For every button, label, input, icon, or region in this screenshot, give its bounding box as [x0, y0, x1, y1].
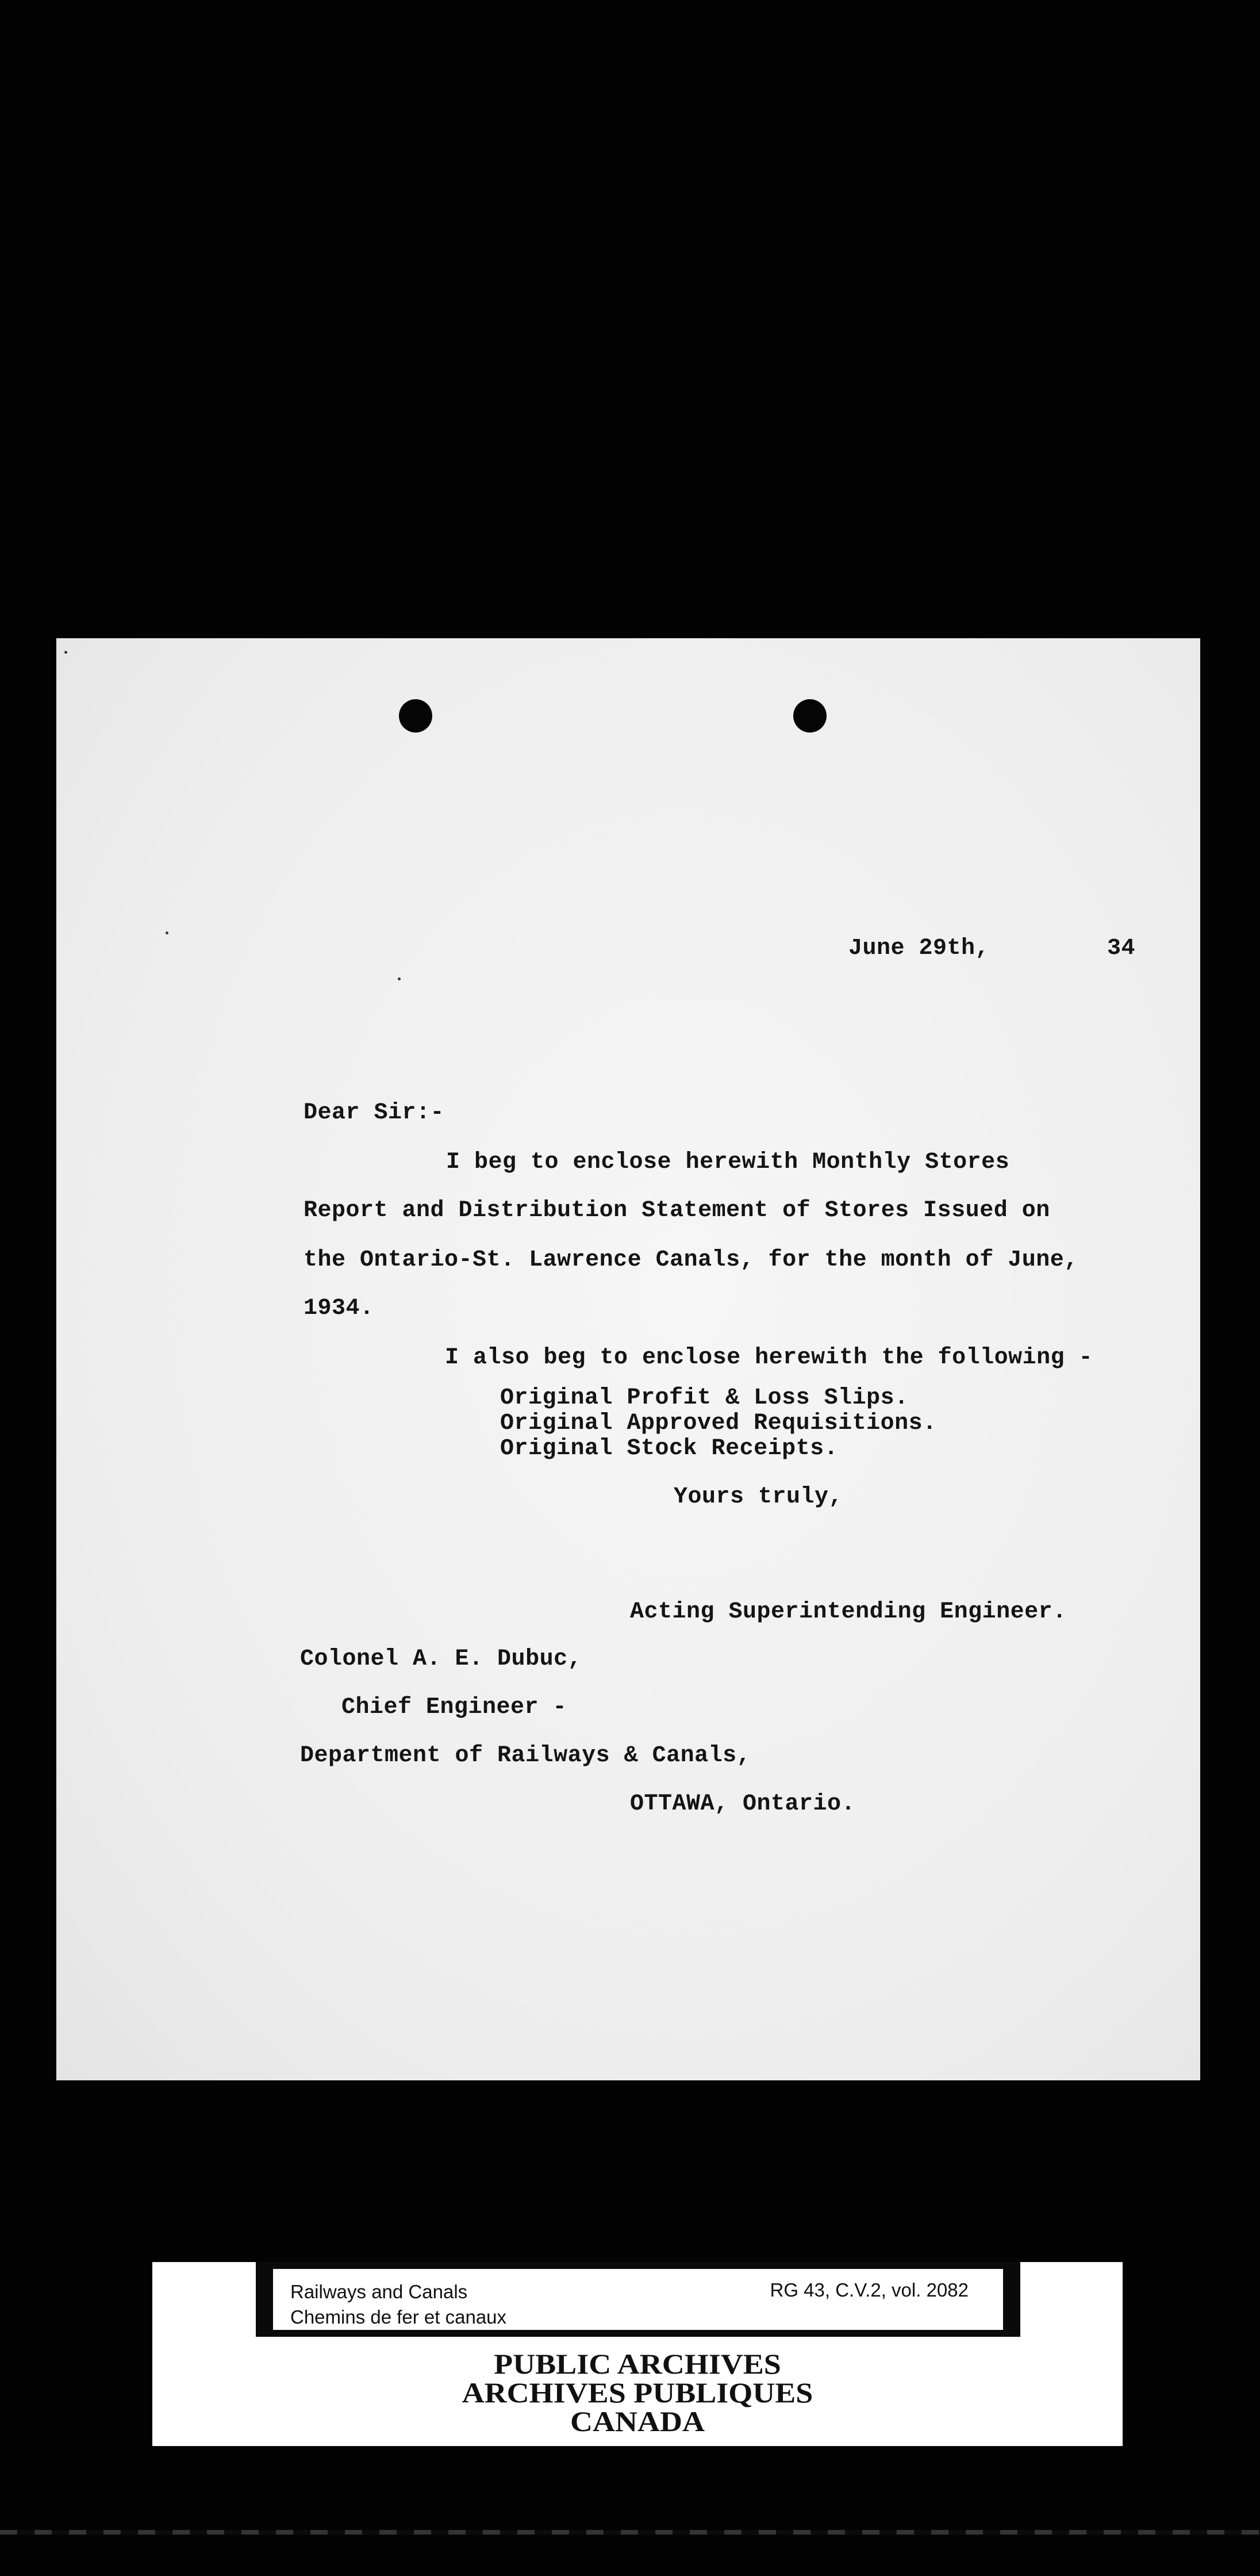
punch-hole-left [399, 699, 432, 733]
letter-page [56, 638, 1200, 2080]
recipient-title: Chief Engineer - [341, 1695, 567, 1720]
fonds-name-en: Railways and Canals [290, 2281, 468, 2302]
speck [398, 977, 401, 980]
closing: Yours truly, [674, 1484, 843, 1510]
speck [166, 931, 168, 934]
archive-reference: RG 43, C.V.2, vol. 2082 [770, 2279, 969, 2301]
recipient-department: Department of Railways & Canals, [300, 1743, 751, 1769]
paragraph1-line: Report and Distribution Statement of Stores Issued on [304, 1198, 1050, 1224]
enclosure-item: Original Approved Requisitions. [500, 1410, 937, 1436]
paragraph1-line: 1934. [304, 1295, 374, 1321]
paragraph1-line: the Ontario-St. Lawrence Canals, for the month of June, [304, 1247, 1078, 1273]
speck [64, 651, 67, 654]
enclosure-item: Original Stock Receipts. [500, 1436, 839, 1462]
enclosure-item: Original Profit & Loss Slips. [500, 1385, 909, 1411]
institution-name [113, 2349, 1161, 2436]
archive-label-card [152, 2262, 1123, 2446]
letter-date: June 29th, [848, 936, 990, 961]
letter-year-suffix: 34 [1107, 936, 1136, 961]
paragraph2: I also beg to enclose herewith the following - [445, 1345, 1093, 1371]
salutation: Dear Sir:- [304, 1100, 445, 1126]
recipient-name: Colonel A. E. Dubuc, [300, 1646, 582, 1672]
punch-hole-right [793, 699, 827, 733]
film-edge [0, 2530, 1260, 2535]
institution-line: CANADA [570, 2405, 705, 2437]
fonds-name [290, 2279, 506, 2330]
fonds-name-fr: Chemins de fer et canaux [290, 2306, 507, 2328]
paragraph1-line: I beg to enclose herewith Monthly Stores [446, 1149, 1010, 1175]
institution-line: PUBLIC ARCHIVES [494, 2348, 781, 2380]
recipient-city: OTTAWA, Ontario. [630, 1791, 856, 1817]
institution-line: ARCHIVES PUBLIQUES [462, 2376, 813, 2409]
label-box [273, 2269, 1003, 2330]
signer-title: Acting Superintending Engineer. [630, 1599, 1067, 1625]
